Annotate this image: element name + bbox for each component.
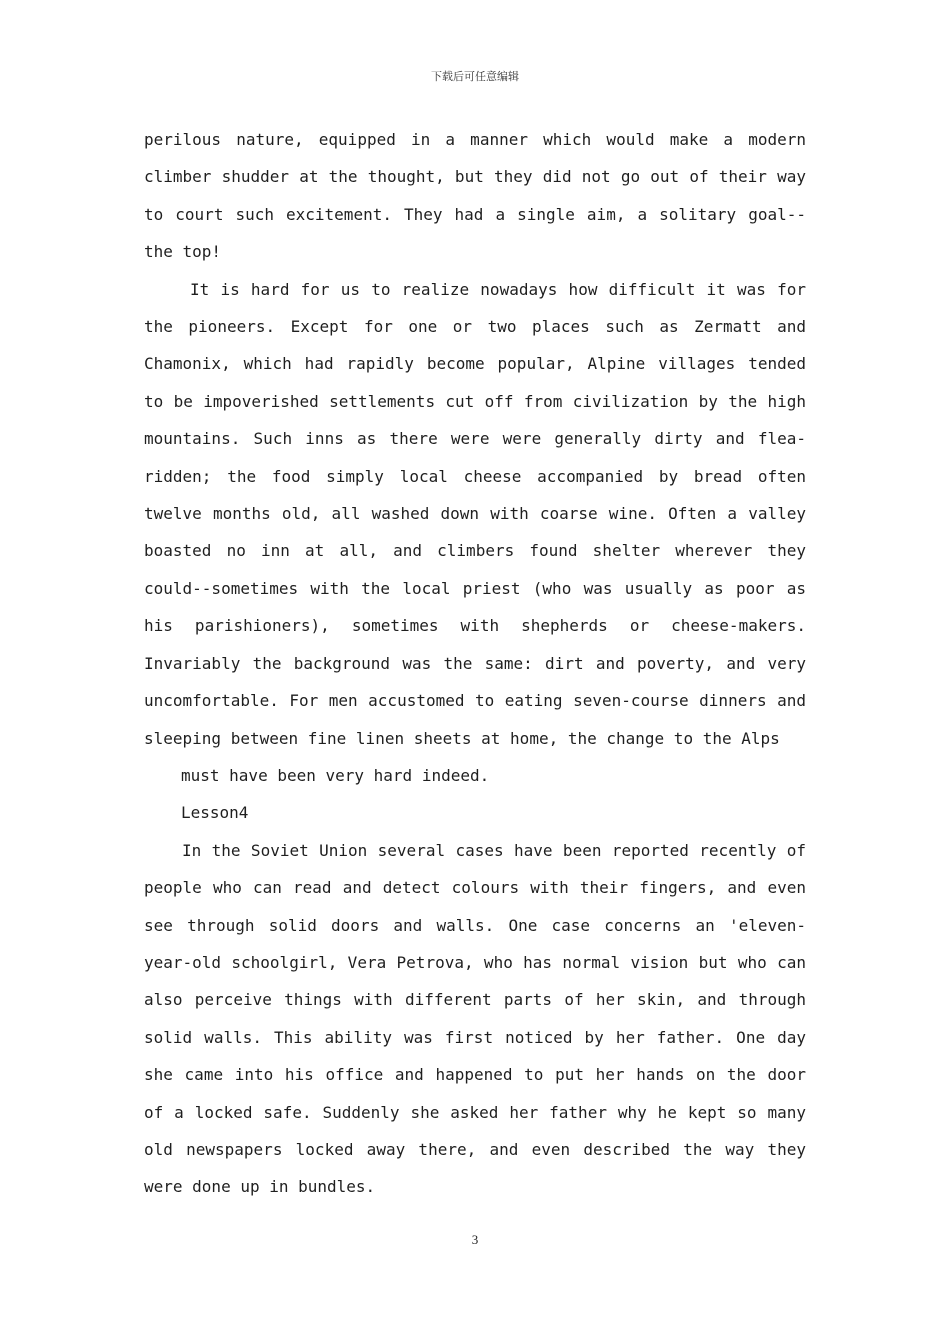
lesson-heading: Lesson4 bbox=[181, 803, 249, 823]
paragraph-2: It is hard for us to realize nowadays how difficult it was for the pioneers. Except for one or two places such as Zermatt and Chamonix, which had rapidly become popular, Alpine villages tended to be impoverished settlements cut off from civilization by the high mountains. Such inns as there were were generally dirty and flea-ridden; the food simply local cheese accompanied by bread often twelve months old, all washed down with coarse wine. Often a valley boasted no inn at all, and climbers found shelter wherever they could--sometimes with the local priest (who was usually as poor as his parishioners), sometimes with shepherds or cheese-makers. Invariably the background was the same: dirt and poverty, and very uncomfortable. For men accustomed to eating seven-course dinners and sleeping between fine linen sheets at home, the change to the Alps bbox=[144, 279, 806, 748]
paragraph-3: must have been very hard indeed. bbox=[181, 765, 490, 785]
paragraph-1: perilous nature, equipped in a manner which would make a modern climber shudder at the thought, but they did not go out of their way to court such excitement. They had a single aim, a solitary goal--the top! bbox=[144, 130, 806, 262]
page-header: 下载后可任意编辑 bbox=[431, 70, 519, 83]
paragraph-4: In the Soviet Union several cases have been reported recently of people who can read and detect colours with their fingers, and even see through solid doors and walls. One case concerns an 'eleven-year-old schoolgirl, Vera Petrova, who has normal vision but who can also perceive things with different parts of her skin, and through solid walls. This ability was first noticed by her father. One day she came into his office and happened to put her hands on the door of a locked safe. Suddenly she asked her father why he kept so many old newspapers locked away there, and even described the way they were done up in bundles. bbox=[144, 840, 806, 1197]
document-body bbox=[144, 121, 806, 1206]
page-number: 3 bbox=[471, 1232, 479, 1247]
